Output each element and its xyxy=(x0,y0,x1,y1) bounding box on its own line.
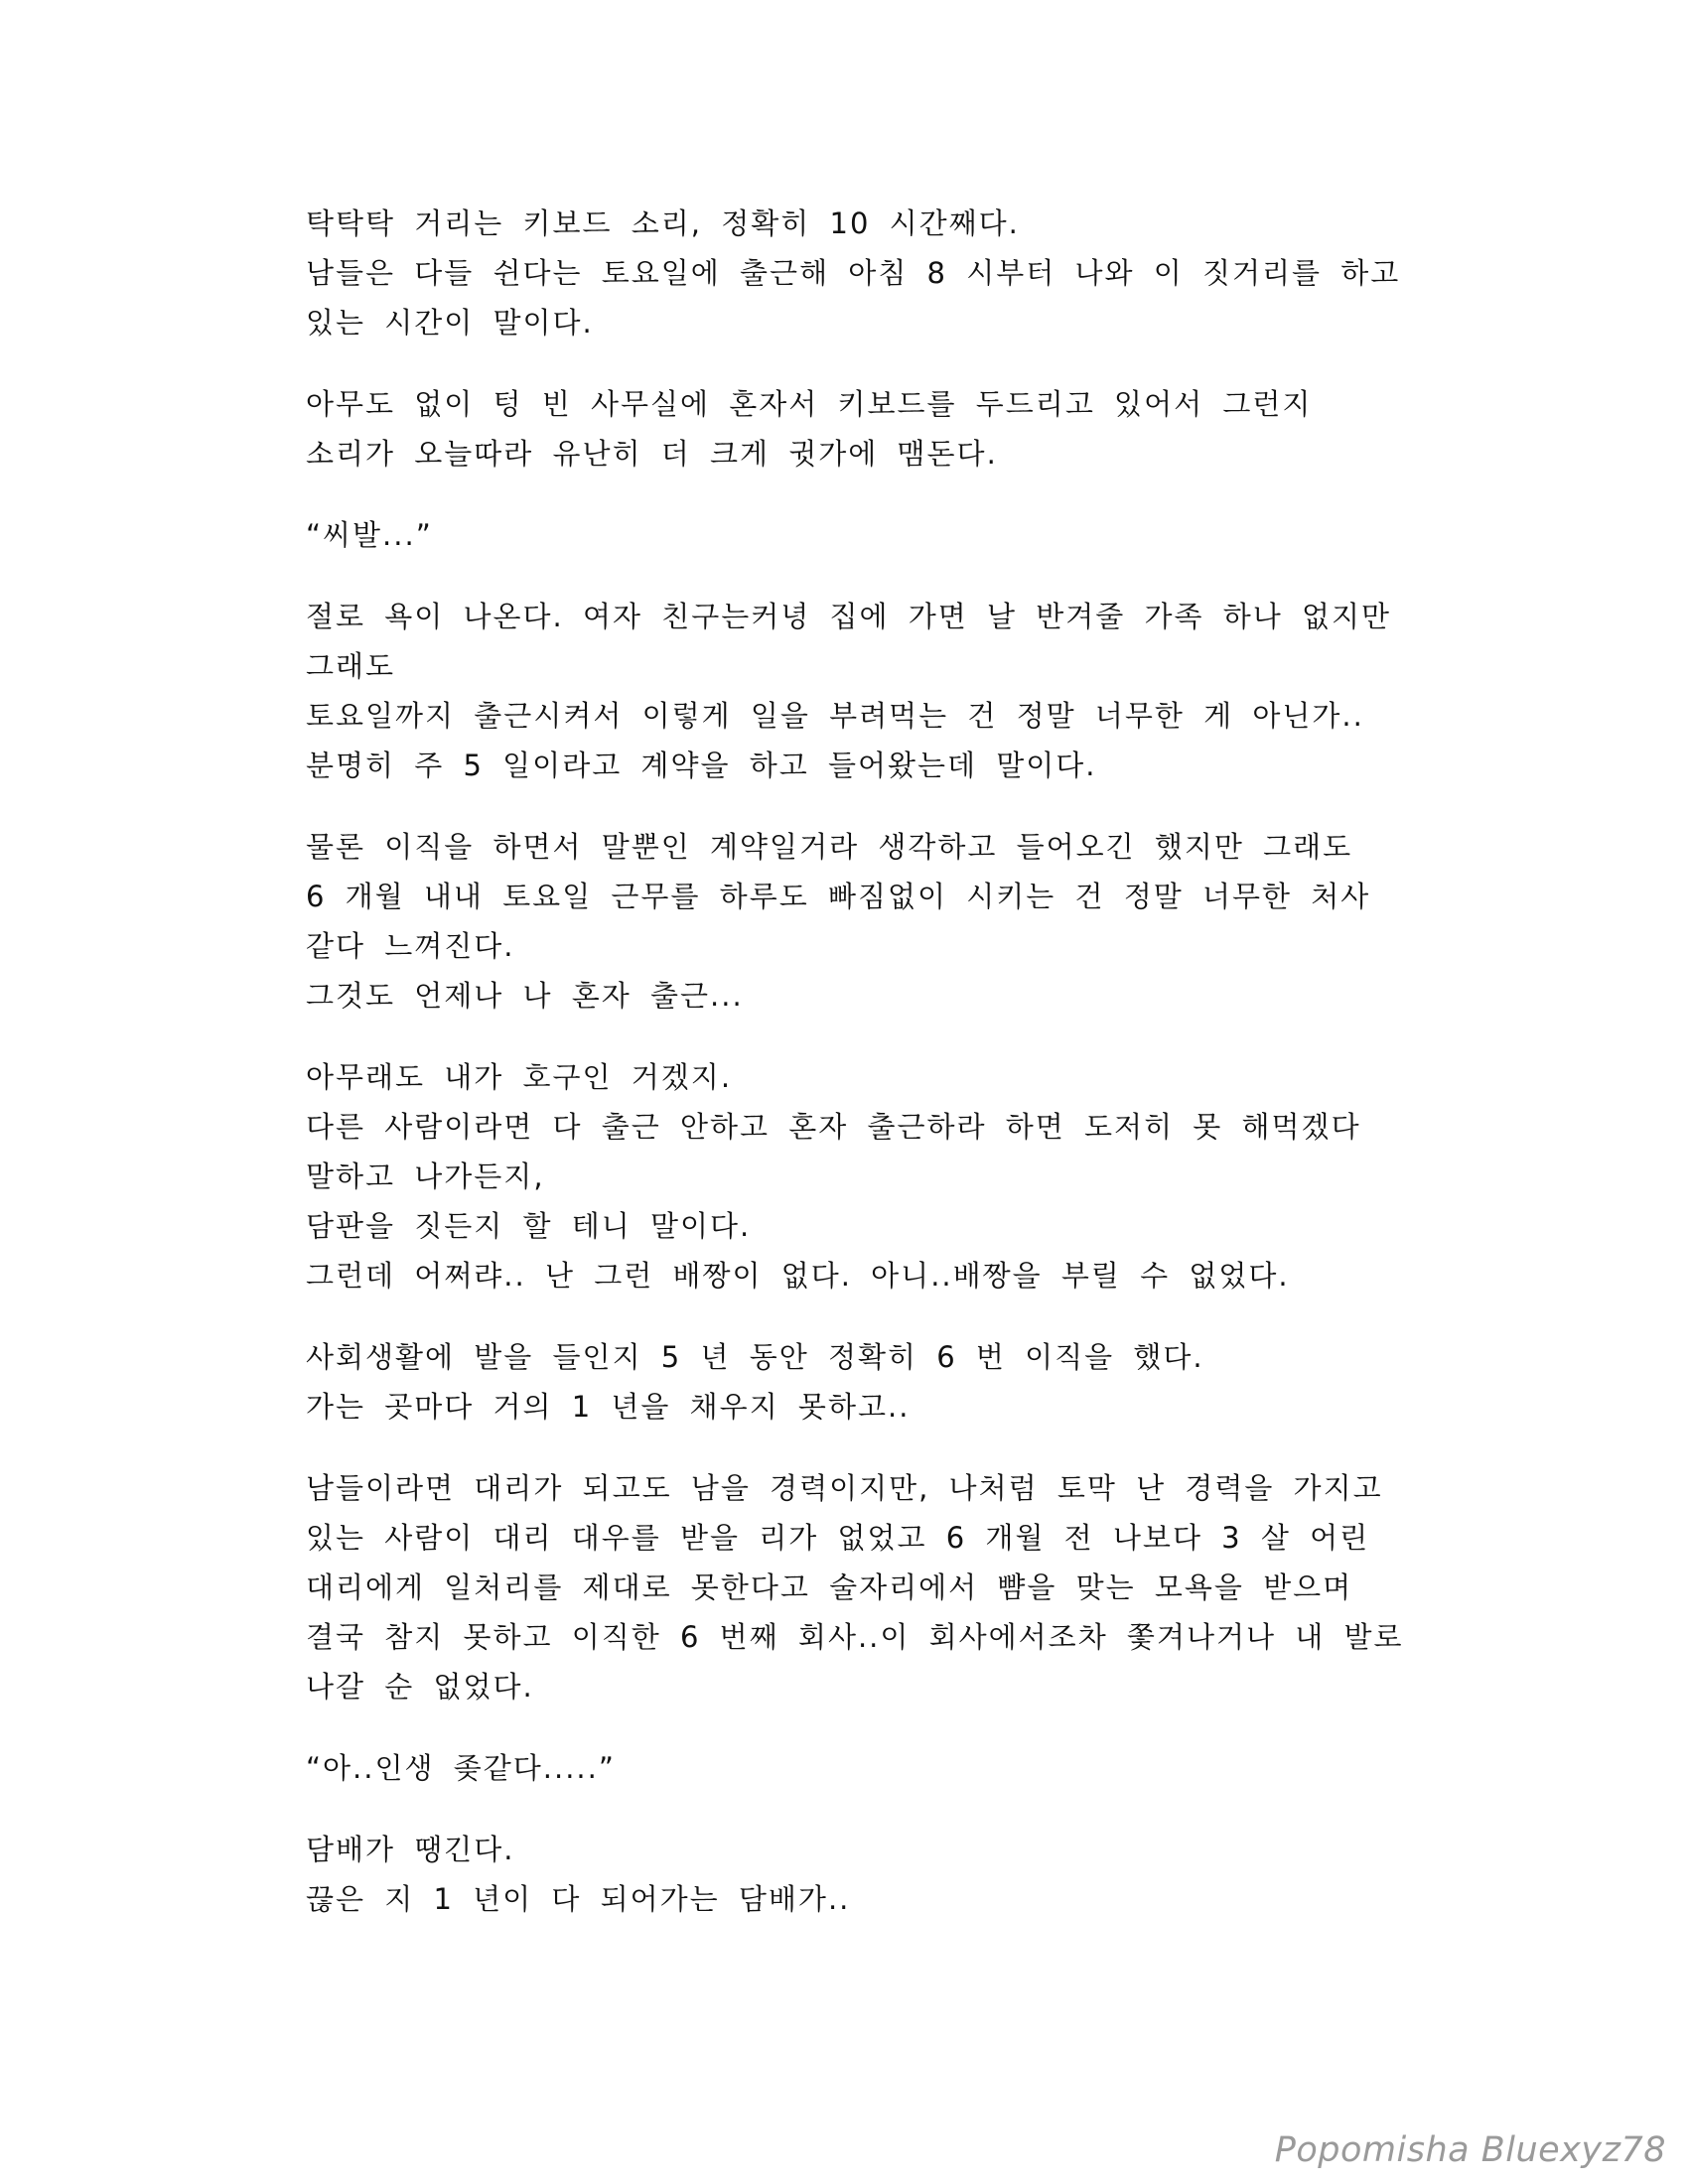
text-line: 결국 참지 못하고 이직한 6 번째 회사..이 회사에서조차 쫓겨나거나 내 발로 xyxy=(306,1620,1404,1654)
paragraph xyxy=(306,199,1401,347)
text-line: 토요일까지 출근시켜서 이렇게 일을 부려먹는 건 정말 너무한 게 아닌가.. xyxy=(306,699,1364,733)
text-line: 다른 사람이라면 다 출근 안하고 혼자 출근하라 하면 도저히 못 해먹겠다 xyxy=(306,1110,1361,1144)
text-line: 남들이라면 대리가 되고도 남을 경력이지만, 나처럼 토막 난 경력을 가지고 xyxy=(306,1471,1383,1505)
text-line: 그것도 언제나 나 혼자 출근... xyxy=(306,979,744,1013)
dialogue-paragraph xyxy=(306,1743,1388,1793)
paragraph xyxy=(306,1825,1388,1924)
paragraph xyxy=(306,379,1388,478)
text-line: 물론 이직을 하면서 말뿐인 계약일거라 생각하고 들어오긴 했지만 그래도 xyxy=(306,830,1353,864)
text-line: 사회생활에 발을 들인지 5 년 동안 정확히 6 번 이직을 했다. xyxy=(306,1340,1204,1374)
paragraph xyxy=(306,1332,1388,1432)
text-line: 아무래도 내가 호구인 거겠지. xyxy=(306,1060,733,1094)
text-line: 같다 느껴진다. xyxy=(306,929,515,963)
paragraph xyxy=(306,822,1388,1021)
text-line: 가는 곳마다 거의 1 년을 채우지 못하고.. xyxy=(306,1390,911,1424)
text-line: 아무도 없이 텅 빈 사무실에 혼자서 키보드를 두드리고 있어서 그런지 xyxy=(306,387,1313,421)
text-line: 있는 시간이 말이다. xyxy=(306,306,594,340)
story-text xyxy=(306,199,1404,1956)
dialogue-line: “아..인생 좆같다.....” xyxy=(306,1751,616,1785)
dialogue-line: “씨발...” xyxy=(306,518,433,552)
text-line: 나갈 순 없었다. xyxy=(306,1670,534,1704)
text-line: 담판을 짓든지 할 테니 말이다. xyxy=(306,1209,752,1243)
text-line: 대리에게 일처리를 제대로 못한다고 술자리에서 뺨을 맞는 모욕을 받으며 xyxy=(306,1570,1353,1604)
paragraph xyxy=(306,1463,1404,1711)
text-line: 담배가 땡긴다. xyxy=(306,1833,515,1866)
dialogue-paragraph xyxy=(306,510,1388,560)
text-line: 끊은 지 1 년이 다 되어가는 담배가.. xyxy=(306,1882,851,1916)
paragraph xyxy=(306,592,1392,790)
text-line: 소리가 오늘따라 유난히 더 크게 귓가에 맴돈다. xyxy=(306,437,998,471)
paragraph xyxy=(306,1052,1388,1300)
text-line: 있는 사람이 대리 대우를 받을 리가 없었고 6 개월 전 나보다 3 살 어린 xyxy=(306,1521,1370,1555)
text-line: 말하고 나가든지, xyxy=(306,1160,545,1193)
text-line: 절로 욕이 나온다. 여자 친구는커녕 집에 가면 날 반겨줄 가족 하나 없지만 xyxy=(306,600,1392,633)
text-line: 그래도 xyxy=(306,649,396,683)
text-line: 남들은 다들 쉰다는 토요일에 출근해 아침 8 시부터 나와 이 짓거리를 하고 xyxy=(306,256,1401,290)
watermark: Popomisha Bluexyz78 xyxy=(1274,2130,1666,2170)
text-line: 그런데 어쩌랴.. 난 그런 배짱이 없다. 아니..배짱을 부릴 수 없었다. xyxy=(306,1259,1290,1293)
text-line: 탁탁탁 거리는 키보드 소리, 정확히 10 시간째다. xyxy=(306,206,1020,240)
text-line: 6 개월 내내 토요일 근무를 하루도 빠짐없이 시키는 건 정말 너무한 처사 xyxy=(306,880,1371,913)
text-line: 분명히 주 5 일이라고 계약을 하고 들어왔는데 말이다. xyxy=(306,749,1097,782)
